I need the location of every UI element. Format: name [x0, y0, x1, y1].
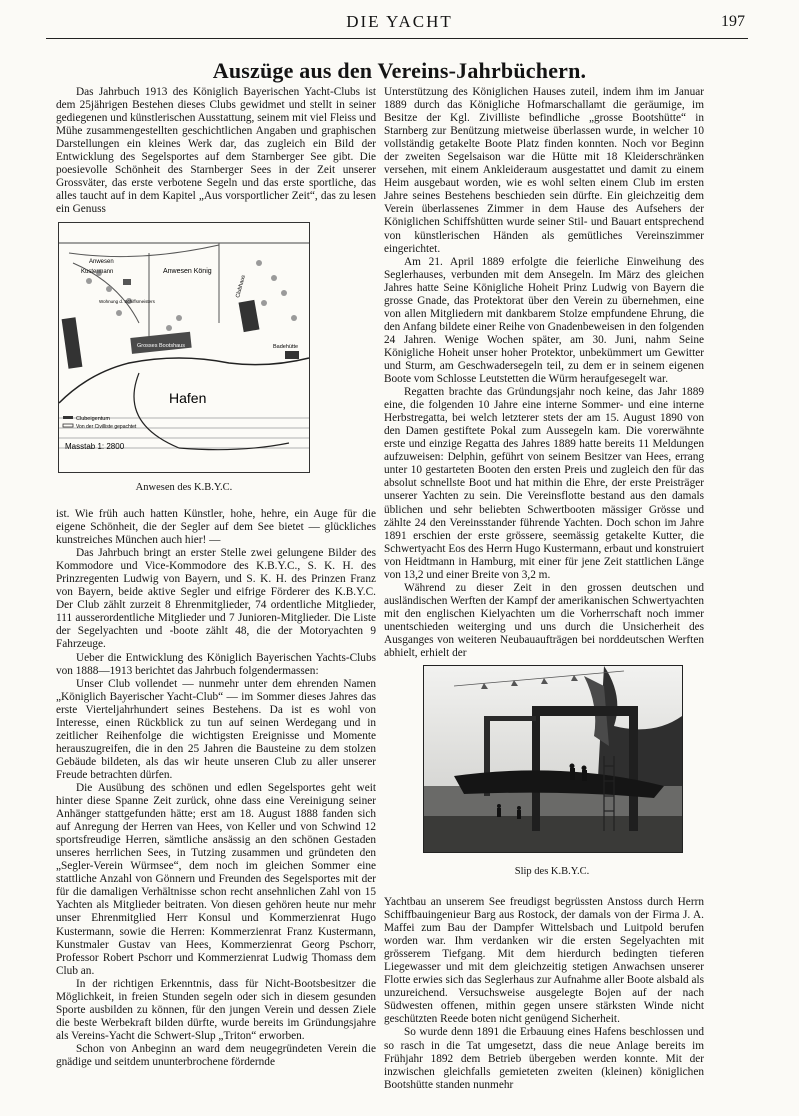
- map-legend-club: Clubeigentum: [76, 416, 110, 422]
- map-label-hafen: Hafen: [169, 390, 207, 406]
- article-title: Auszüge aus den Vereins-Jahrbüchern.: [212, 58, 587, 83]
- left-column-intro: [56, 86, 376, 222]
- site-map-drawing: [59, 223, 309, 472]
- map-caption: Anwesen des K.B.Y.C.: [135, 482, 233, 493]
- map-label-clubhaus: Clubhaus: [235, 274, 247, 299]
- slip-photo-image: [424, 666, 682, 852]
- paragraph: In der richtigen Erkenntnis, dass für Nicht-Bootsbesitzer die Möglichkeit, in freien Stunden segeln oder sich in diesem gesunden Sporte ausbilden zu können, für den jungen Verein und dessen Ziele die beste Werbekraft bilden dürfte, wurde bereits im Gründungsjahre als Vereins-Yacht die Schwert-Slup „Triton“ erworben.: [56, 977, 376, 1042]
- paragraph: So wurde denn 1891 die Erbauung eines Hafens beschlossen und so rasch in die Tat umgesetzt, dass die neue Anlage bereits im Frühjahr 1892 dem Betrieb übergeben werden konnte. Mit der inzwischen gleichfalls gemieteten zweiten (kleinen) königlichen Bootshütte standen nunmehr: [384, 1026, 704, 1091]
- paragraph: Regatten brachte das Gründungsjahr noch keine, das Jahr 1889 eine, die folgenden 10 Jahre eine interne Sommer- und eine interne Herbstregatta, bei welch letzterer stets der am 15. August 1890 von den Damen gestiftete Pokal zum Aussegeln kam. Die vorerwähnte erste und einzige Regatta des Jahres 1889 hatte bereits 11 Meldungen aufzuweisen: Delphin, geführt von seinem Besitzer van Hees, errang unter 10 gestarteten Booten den ersten Preis und zugleich den für das absolut schnellste Boot und hat mithin die Ehre, der erste Preisträger unserer Yachten zu sein. Die Vereinsflotte bestand aus den damals üblichen und sehr beliebten Schwertbooten mässiger Grösse und zählte 24 den Vereinsstander führende Yachten. Doch schon im Jahre 1891 erschien der erste grössere, seemässig getakelte Kutter, die Schwertyacht Eos des Herrn Hugo Kustermann, erbaut und konstruiert von Heidtmann in Hamburg, mit einer für jene Zeit stattlichen Länge von 13,2 und einer Breite von 3,2 m.: [384, 386, 704, 581]
- map-legend-zivil: Von der Civilliste gepachtet: [76, 424, 137, 430]
- paragraph: Unterstützung des Königlichen Hauses zuteil, indem ihm im Januar 1889 durch das Königliche Hofmarschallamt die geräumige, im Besitze der Kgl. Zivilliste befindliche „grosse Bootshütte“ in Starnberg zur Benützung mietweise überlassen wurde, in welcher 10 vollständig getakelte Boote Platz finden konnten. Noch vor Beginn der zweiten Segelsaison war die Hütte mit 18 Kleiderschränken versehen, mit einem Ankleideraum ausgestattet und damit zu einem Heim ausgebaut worden, wie es wohl selten einem Club im ersten Jahre seines Bestehens beschieden sein dürfte. Ein gleichzeitig dem Verein überlassenes Zimmer in dem Hause des Aufsehers der Königlichen Schiffshütten wurde seiner Stil- und Bauart entsprechend von künstlerischen Händen als gemütliches Vereinszimmer eingerichtet.: [384, 86, 704, 255]
- page-number: 197: [721, 13, 745, 30]
- journal-title: DIE YACHT: [346, 12, 453, 31]
- paragraph: ist. Wie früh auch hatten Künstler, hohe, hehre, ein Auge für die eigene Schönheit, die der Segler auf dem See bietet — glückliches kunstreiches München auch hier! —: [56, 508, 376, 547]
- map-label-wohnung: Wohnung d. Schiffsmeisters: [99, 299, 155, 304]
- left-column-body: [56, 508, 376, 1086]
- header-rule: [46, 38, 748, 39]
- right-column-upper: [384, 86, 704, 660]
- paragraph: Yachtbau an unserem See freudigst begrüssten Anstoss durch Herrn Schiffbauingenieur Barg aus Rostock, der damals von der Firma J. A. Maffei zum Bau der Dampfer Wittelsbach und Luitpold berufen worden war. Ihm verdanken wir die ersten Segelyachten mit grösserem Tiefgang. Mit dem hierdurch bedingten tieferen Liegewasser und mit dem gleichzeitig stetigen Anwachsen unserer Flotte erwies sich das Seglerhaus zur Aufnahme aller Boote alsbald als unzureichend. Versuchsweise ausgelegte Bojen auf der nach Südwesten offenen, mithin gegen unsere stärksten Winde nicht geschützten Reede boten nicht genügend Sicherheit.: [384, 896, 704, 1026]
- map-label-badehuette: Badehütte: [273, 344, 299, 350]
- paragraph: Das Jahrbuch bringt an erster Stelle zwei gelungene Bilder des Kommodore und Vice-Kommodore des K.B.Y.C., S. K. H. des Prinzregenten Ludwig von Bayern, und S. K. H. des Prinzen Franz von Bayern, beide aktive Segler und eifrige Förderer des K.B.Y.C. Der Club zählt zurzeit 8 Ehrenmitglieder, 74 ordentliche Mitglieder, 111 ausserordentliche Mitglieder und 7 Junioren-Mitglieder. Die Liste der Segelyachten und -boote zählt 48, die der Motoryachten 9 Fahrzeuge.: [56, 547, 376, 651]
- slip-photo: [423, 665, 683, 853]
- map-label-anwesen: Anwesen: [89, 259, 114, 265]
- site-map: [58, 222, 310, 473]
- photo-caption: Slip des K.B.Y.C.: [514, 866, 590, 877]
- paragraph: Während zu dieser Zeit in den grossen deutschen und ausländischen Werften der Kampf der amerikanischen Schwertyachten mit den englischen Kielyachten um die Vorherrschaft noch immer unentschieden weiterging und uns durch die Unsicherheit des Ausganges von weiteren Neubauaufträgen bei norddeutschen Werften abhielt, erhielt der: [384, 581, 704, 660]
- map-label-kustermann: Kustermann: [81, 269, 114, 275]
- map-label-grosses-bootshaus: Grosses Bootshaus: [137, 343, 185, 349]
- paragraph: Die Ausübung des schönen und edlen Segelsportes geht weit hinter diese Spanne Zeit zurück, ohne dass eine Vereinigung seiner Anhänger stattgefunden hätte; erst am 18. August 1888 fanden sich auf Anregung der Herren van Hees, von Keller und von Schwind 12 sportsfreudige Herren, sämtliche ansässig an den schönen Gestaden unseres herrlichen Sees, in Tutzing zusammen und gründeten den „Segler-Verein Würmsee“, dem noch im gleichen Sommer eine stattliche Anzahl von Gönnern und Freunden des Segelsportes mit der für die damaligen Verhältnisse schon recht ansehnlichen Zahl von 15 Yachten als Mitglieder beitraten. Von diesen gehören heute nur mehr unser Ehrenmitglied Herr Konsul und Kommerzienrat Hugo Kustermann, sowie die Herren: Kommerzienrat Franz Kustermann, Kunstmaler Gustav van Hees, Kommerzienrat Georg Pschorr, Professor Robert Pschorr und Kommerzienrat Ludwig Thomass dem Club an.: [56, 781, 376, 977]
- paragraph: Unser Club vollendet — nunmehr unter dem ehrenden Namen „Königlich Bayerischer Yacht-Club“ — im Sommer dieses Jahres das erste Vierteljahrhundert seines Bestehens. Da ist es wohl von Interesse, einen Rückblick zu tun auf seinen Werdegang und in zeitlicher Reihenfolge die wichtigsten Ereignisse und Momente herauszugreifen, die in den 25 Jahren die Bausteine zu dem stolzen Gebäude bildeten, als das wir heute unseren Club zu aller unserer Freude betrachten dürfen.: [56, 677, 376, 781]
- paragraph: Ueber die Entwicklung des Königlich Bayerischen Yachts-Clubs von 1888—1913 berichtet das Jahrbuch folgendermassen:: [56, 651, 376, 677]
- paragraph: Schon von Anbeginn an ward dem neugegründeten Verein die gnädige und seitdem ununterbrochene fördernde: [56, 1042, 376, 1068]
- map-scale: Masstab 1: 2800: [65, 442, 125, 451]
- right-column-lower: [384, 896, 704, 1091]
- paragraph: Das Jahrbuch 1913 des Königlich Bayerischen Yacht-Clubs ist dem 25jährigen Bestehen dieses Clubs gewidmet und stellt in seiner gediegenen und künstlerischen Ausstattung, seinem mit viel Fleiss und Mühe zusammengestellten geschichtlichen Angaben und graphischen Darstellungen ein kleines Werk dar, das zugleich ein Bild der Entwicklung des Segelsportes auf dem Starnberger See gibt. Die poesievolle Schönheit des Starnberger Sees in der Zeit unserer Grossväter, das erste verbotene Segeln und das erste sportliche, das alles taucht auf in dem Kapitel „Aus vorsportlicher Zeit“, das zu lesen ein Genuss: [56, 86, 376, 216]
- paragraph: Am 21. April 1889 erfolgte die feierliche Einweihung des Seglerhauses, verbunden mit dem Ansegeln. Im März des gleichen Jahres hatte Seine Königliche Hoheit Prinz Ludwig von Bayern die grosse Gnade, das Protektorat über den Verein zu übernehmen, eine von allen Mitgliedern mit dankbarem Stolze empfundene Ehrung, die den Anfang bildete einer Reihe von Gnadenbeweisen in den folgenden 24 Jahren. Wenige Wochen später, am 30. Juni, nahm Seine Königliche Hoheit unser hoher Protektor, unbekümmert um Gewitter und Sturm, am Geschwadersegeln teil, zu dem er in seinem eigenen Boote vom Schlosse Leutstetten die Würm heraufgesegelt war.: [384, 255, 704, 386]
- map-label-anwesen-koenig: Anwesen König: [163, 268, 212, 275]
